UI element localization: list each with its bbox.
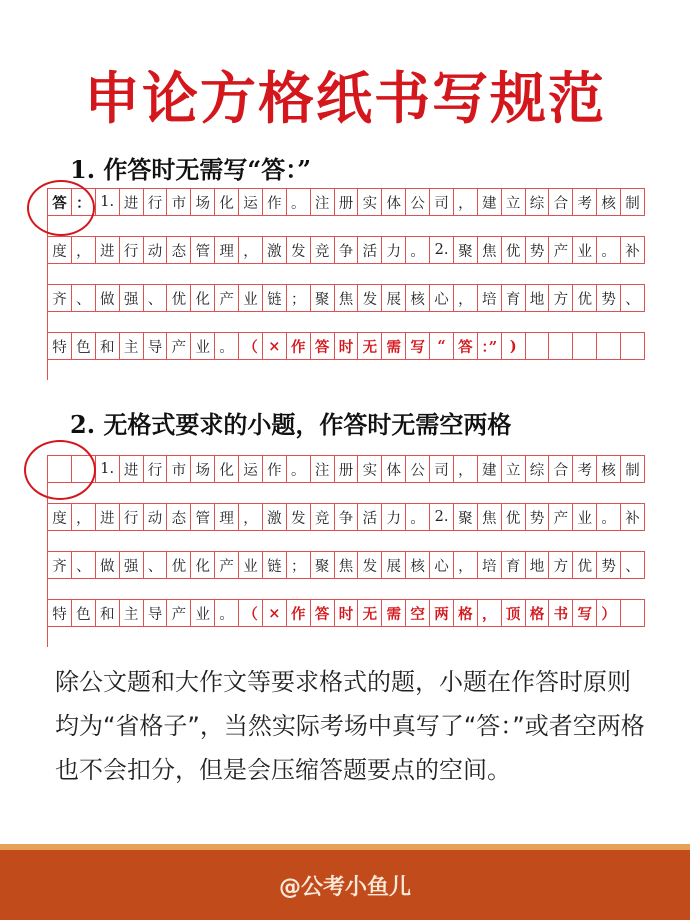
grid-cell: 答 (454, 332, 478, 360)
grid-cell: 发 (358, 551, 382, 579)
grid-cell: 补 (621, 236, 645, 264)
grid-cell: 化 (191, 284, 215, 312)
grid-cell: 心 (430, 551, 454, 579)
grid-cell: 时 (335, 332, 359, 360)
grid-cell: 。 (287, 455, 311, 483)
grid-cell: 公 (406, 188, 430, 216)
grid-cell: 、 (72, 284, 96, 312)
grid-cell: 聚 (454, 236, 478, 264)
grid-cell: 齐 (48, 551, 72, 579)
grid-cell: 理 (215, 236, 239, 264)
grid-cell: 力 (382, 503, 406, 531)
grid-cell: ， (454, 455, 478, 483)
grid-cell: 格 (526, 599, 550, 627)
grid-cell: 业 (573, 236, 597, 264)
grid-cell: 空 (406, 599, 430, 627)
grid-cell: 场 (191, 188, 215, 216)
highlight-circle-1 (27, 180, 95, 236)
grid-cell: 培 (478, 284, 502, 312)
grid-cell: 齐 (48, 284, 72, 312)
grid-cell: 核 (597, 455, 621, 483)
grid-cell: 司 (430, 188, 454, 216)
grid-cell: 优 (167, 284, 191, 312)
grid-cell: 注 (311, 188, 335, 216)
grid-cell: ， (72, 236, 96, 264)
grid-cell: 制 (621, 188, 645, 216)
explanation-paragraph: 除公文题和大作文等要求格式的题，小题在作答时原则均为“省格子”，当然实际考场中真写了“答：”或者空两格也不会扣分，但是会压缩答题要点的空间。 (55, 668, 645, 784)
grid-cell: ， (72, 503, 96, 531)
grid-cell: 答 (311, 332, 335, 360)
grid-cell: 聚 (311, 551, 335, 579)
grid-cell: 实 (358, 455, 382, 483)
grid-cell: 展 (382, 284, 406, 312)
grid-cell: 需 (382, 332, 406, 360)
grid-cell: 竞 (311, 236, 335, 264)
grid-cell (573, 332, 597, 360)
grid-cell: 色 (72, 332, 96, 360)
grid-cell: 焦 (335, 551, 359, 579)
grid-cell: ：” (478, 332, 502, 360)
grid-cell: 业 (573, 503, 597, 531)
grid-cell: 焦 (478, 236, 502, 264)
grid-cell: 立 (502, 188, 526, 216)
grid-cell: 管 (191, 236, 215, 264)
grid-cell: 需 (382, 599, 406, 627)
grid-cell: 作 (263, 188, 287, 216)
grid-cell: 实 (358, 188, 382, 216)
grid-cell: 特 (48, 332, 72, 360)
grid-cell: 司 (430, 455, 454, 483)
grid-cell: ， (478, 599, 502, 627)
grid-cell: 争 (335, 236, 359, 264)
grid-cell: 无 (358, 332, 382, 360)
grid-cell: 运 (239, 455, 263, 483)
grid-cell: 答 (311, 599, 335, 627)
grid-cell: 1. (96, 188, 120, 216)
grid-cell: 优 (573, 551, 597, 579)
grid-cell: 、 (72, 551, 96, 579)
grid-cell: 业 (239, 284, 263, 312)
grid-cell: 化 (215, 188, 239, 216)
grid-cell: 主 (120, 332, 144, 360)
grid-cell (549, 332, 573, 360)
grid-cell: 册 (335, 455, 359, 483)
grid-cell: 色 (72, 599, 96, 627)
grid-cell: 育 (502, 551, 526, 579)
grid-cell: ) (502, 332, 526, 360)
grid-cell: 特 (48, 599, 72, 627)
grid-cell: 育 (502, 284, 526, 312)
grid-cell: 作 (287, 599, 311, 627)
grid-cell: 产 (167, 332, 191, 360)
grid-cell: 发 (358, 284, 382, 312)
grid-cell: ） (597, 599, 621, 627)
grid-cell: 动 (144, 236, 168, 264)
grid-cell: ， (239, 503, 263, 531)
grid-cell: 。 (597, 236, 621, 264)
grid-cell: 链 (263, 551, 287, 579)
grid-cell: 导 (144, 599, 168, 627)
grid-cell: 合 (549, 188, 573, 216)
grid-cell: 核 (406, 284, 430, 312)
grid-cell: 写 (573, 599, 597, 627)
grid-cell: 发 (287, 236, 311, 264)
grid-cell: 作 (263, 455, 287, 483)
grid-cell: 方 (549, 284, 573, 312)
grid-cell: 强 (120, 551, 144, 579)
grid-cell: 聚 (311, 284, 335, 312)
grid-cell: 优 (167, 551, 191, 579)
grid-cell: 力 (382, 236, 406, 264)
grid-cell: 产 (167, 599, 191, 627)
grid-cell: 业 (191, 599, 215, 627)
grid-cell: 势 (597, 284, 621, 312)
grid-cell: 补 (621, 503, 645, 531)
grid-cell: 态 (167, 236, 191, 264)
grid-cell: 册 (335, 188, 359, 216)
grid-cell: 产 (215, 551, 239, 579)
grid-cell: 两 (430, 599, 454, 627)
section-2-heading: 2. 无格式要求的小题，作答时无需空两格 (70, 410, 512, 439)
grid-cell: 市 (167, 188, 191, 216)
grid-cell: “ (430, 332, 454, 360)
grid-cell: 势 (526, 503, 550, 531)
grid-cell: 展 (382, 551, 406, 579)
page-title: 申论方格纸书写规范 (84, 67, 606, 132)
grid-cell (621, 599, 645, 627)
grid-cell: 心 (430, 284, 454, 312)
grid-cell: ， (454, 284, 478, 312)
grid-cell: 体 (382, 455, 406, 483)
section-1-heading: 1. 作答时无需写“答：” (70, 155, 312, 184)
footer-banner (0, 844, 690, 920)
grid-cell: 行 (144, 188, 168, 216)
grid-cell: 培 (478, 551, 502, 579)
grid-cell: 建 (478, 455, 502, 483)
grid-cell: 2. (430, 503, 454, 531)
grid-cell: 、 (144, 284, 168, 312)
grid-cell: 。 (597, 503, 621, 531)
grid-cell: 方 (549, 551, 573, 579)
grid-cell: 焦 (335, 284, 359, 312)
grid-cell: ， (454, 551, 478, 579)
grid-cell: 进 (120, 188, 144, 216)
grid-cell: × (263, 599, 287, 627)
grid-cell: 度 (48, 236, 72, 264)
grid-cell: 。 (406, 236, 430, 264)
grid-cell: 核 (597, 188, 621, 216)
grid-cell: 产 (549, 236, 573, 264)
grid-cell: ： (72, 188, 96, 216)
grid-cell: 活 (358, 503, 382, 531)
grid-cell: 无 (358, 599, 382, 627)
grid-cell: 优 (573, 284, 597, 312)
grid-cell: 势 (597, 551, 621, 579)
footer-author: @公考小鱼儿 (278, 874, 411, 900)
grid-cell: 聚 (454, 503, 478, 531)
grid-cell: 业 (191, 332, 215, 360)
grid-cell: 进 (96, 236, 120, 264)
grid-cell: 发 (287, 503, 311, 531)
grid-cell: 公 (406, 455, 430, 483)
grid-cell: 考 (573, 188, 597, 216)
grid-cell: 核 (406, 551, 430, 579)
grid-cell: 争 (335, 503, 359, 531)
grid-cell: 时 (335, 599, 359, 627)
grid-cell: 写 (406, 332, 430, 360)
grid-cell: 主 (120, 599, 144, 627)
answer-grid-2 (47, 455, 645, 647)
grid-cell (597, 332, 621, 360)
grid-cell: 导 (144, 332, 168, 360)
grid-cell: ， (239, 236, 263, 264)
grid-cell (621, 332, 645, 360)
grid-cell: 行 (120, 236, 144, 264)
grid-cell: 活 (358, 236, 382, 264)
grid-cell: 优 (502, 236, 526, 264)
grid-cell: 书 (549, 599, 573, 627)
grid-cell: 管 (191, 503, 215, 531)
grid-cell: ； (287, 284, 311, 312)
grid-cell: 制 (621, 455, 645, 483)
grid-cell: 合 (549, 455, 573, 483)
grid-cell: 体 (382, 188, 406, 216)
grid-cell: 立 (502, 455, 526, 483)
grid-cell: 场 (191, 455, 215, 483)
grid-cell: 产 (549, 503, 573, 531)
grid-cell: 进 (96, 503, 120, 531)
grid-cell: 格 (454, 599, 478, 627)
grid-cell: 进 (120, 455, 144, 483)
grid-cell: 做 (96, 551, 120, 579)
grid-cell: （ (239, 599, 263, 627)
grid-cell: 。 (215, 599, 239, 627)
grid-cell: 注 (311, 455, 335, 483)
grid-cell: ； (287, 551, 311, 579)
grid-cell: 顶 (502, 599, 526, 627)
grid-cell: 建 (478, 188, 502, 216)
grid-cell: 、 (144, 551, 168, 579)
grid-cell: 综 (526, 188, 550, 216)
grid-cell: 行 (144, 455, 168, 483)
grid-cell: 考 (573, 455, 597, 483)
grid-cell: 业 (239, 551, 263, 579)
grid-cell: 。 (215, 332, 239, 360)
grid-cell: 竞 (311, 503, 335, 531)
grid-cell: 化 (215, 455, 239, 483)
grid-cell: 理 (215, 503, 239, 531)
grid-cell: 优 (502, 503, 526, 531)
grid-cell: 综 (526, 455, 550, 483)
grid-cell: 做 (96, 284, 120, 312)
grid-cell: 行 (120, 503, 144, 531)
grid-cell: 、 (621, 551, 645, 579)
grid-cell: 激 (263, 236, 287, 264)
grid-cell: 和 (96, 332, 120, 360)
grid-cell: 产 (215, 284, 239, 312)
grid-cell: 化 (191, 551, 215, 579)
grid-cell: 链 (263, 284, 287, 312)
grid-cell: 动 (144, 503, 168, 531)
grid-cell: 势 (526, 236, 550, 264)
grid-cell: 度 (48, 503, 72, 531)
highlight-circle-2 (24, 440, 96, 500)
grid-cell: 作 (287, 332, 311, 360)
grid-cell: ， (454, 188, 478, 216)
grid-cell: 。 (406, 503, 430, 531)
answer-grid-1 (47, 188, 645, 380)
grid-cell: 激 (263, 503, 287, 531)
grid-cell: 运 (239, 188, 263, 216)
grid-cell: 地 (526, 551, 550, 579)
grid-cell: 焦 (478, 503, 502, 531)
grid-cell: 态 (167, 503, 191, 531)
grid-cell: 答 (48, 188, 72, 216)
grid-cell: × (263, 332, 287, 360)
grid-cell: 强 (120, 284, 144, 312)
grid-cell (526, 332, 550, 360)
grid-cell: 。 (287, 188, 311, 216)
grid-cell: 地 (526, 284, 550, 312)
grid-cell: 1. (96, 455, 120, 483)
grid-cell: 2. (430, 236, 454, 264)
grid-cell: 、 (621, 284, 645, 312)
grid-cell: （ (239, 332, 263, 360)
grid-cell: 和 (96, 599, 120, 627)
grid-cell: 市 (167, 455, 191, 483)
